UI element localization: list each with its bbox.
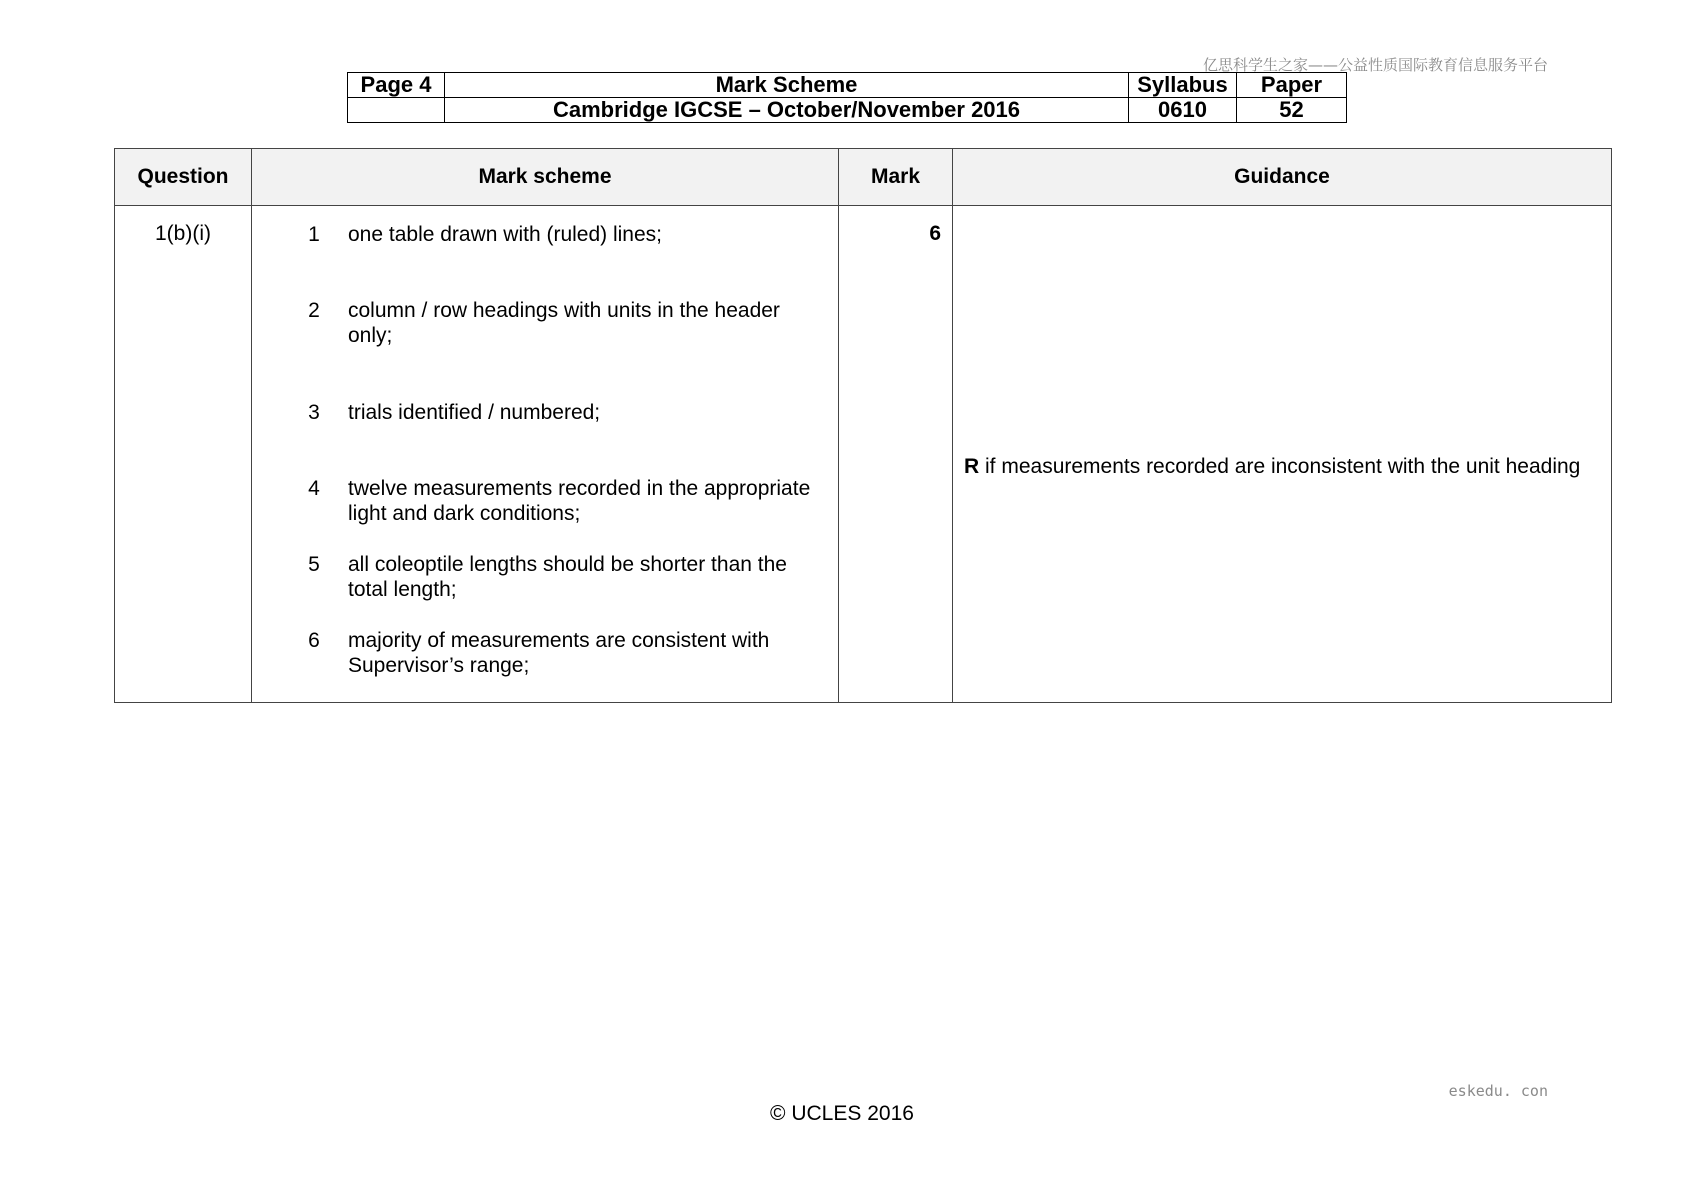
syllabus-label: Syllabus [1129,73,1237,98]
column-header-mark: Mark [839,149,953,206]
item-text: twelve measurements recorded in the appropriate light and dark conditions; [348,477,811,525]
column-header-guidance: Guidance [953,149,1612,206]
item-number: 1 [308,223,320,246]
question-number: 1(b)(i) [115,206,252,703]
item-number: 5 [308,553,320,576]
guidance-text [964,454,1584,479]
watermark-top: 亿思科学生之家——公益性质国际教育信息服务平台 [1202,56,1548,74]
syllabus-value: 0610 [1129,98,1237,123]
column-header-question: Question [115,149,252,206]
mark-scheme-table [114,148,1612,703]
item-text: all coleoptile lengths should be shorter than the total length; [348,553,787,601]
copyright-footer: © UCLES 2016 [770,1102,914,1125]
paper-label: Paper [1237,73,1347,98]
page-blank [348,98,445,123]
document-title: Mark Scheme [445,73,1129,98]
item-text: column / row headings with units in the header only; [348,299,780,347]
item-text: one table drawn with (ruled) lines; [348,223,662,246]
item-number: 3 [308,401,320,424]
item-text: majority of measurements are consistent with Supervisor’s range; [348,629,770,677]
guidance-note: if measurements recorded are inconsistent with the unit heading [979,455,1581,478]
item-number: 4 [308,477,320,500]
guidance-reject-marker: R [964,455,980,478]
paper-value: 52 [1237,98,1347,123]
table-row [115,206,1612,703]
column-header-mark-scheme: Mark scheme [252,149,839,206]
mark-scheme-list [252,206,838,686]
mark-value: 6 [839,206,953,703]
item-number: 2 [308,299,320,322]
page-label: Page 4 [348,73,445,98]
guidance-cell [953,206,1612,703]
exam-name: Cambridge IGCSE – October/November 2016 [445,98,1129,123]
mark-scheme-cell [252,206,839,703]
item-number: 6 [308,629,320,652]
watermark-bottom: eskedu. con [1448,1082,1548,1100]
header-table [347,72,1347,123]
item-text: trials identified / numbered; [348,401,601,424]
